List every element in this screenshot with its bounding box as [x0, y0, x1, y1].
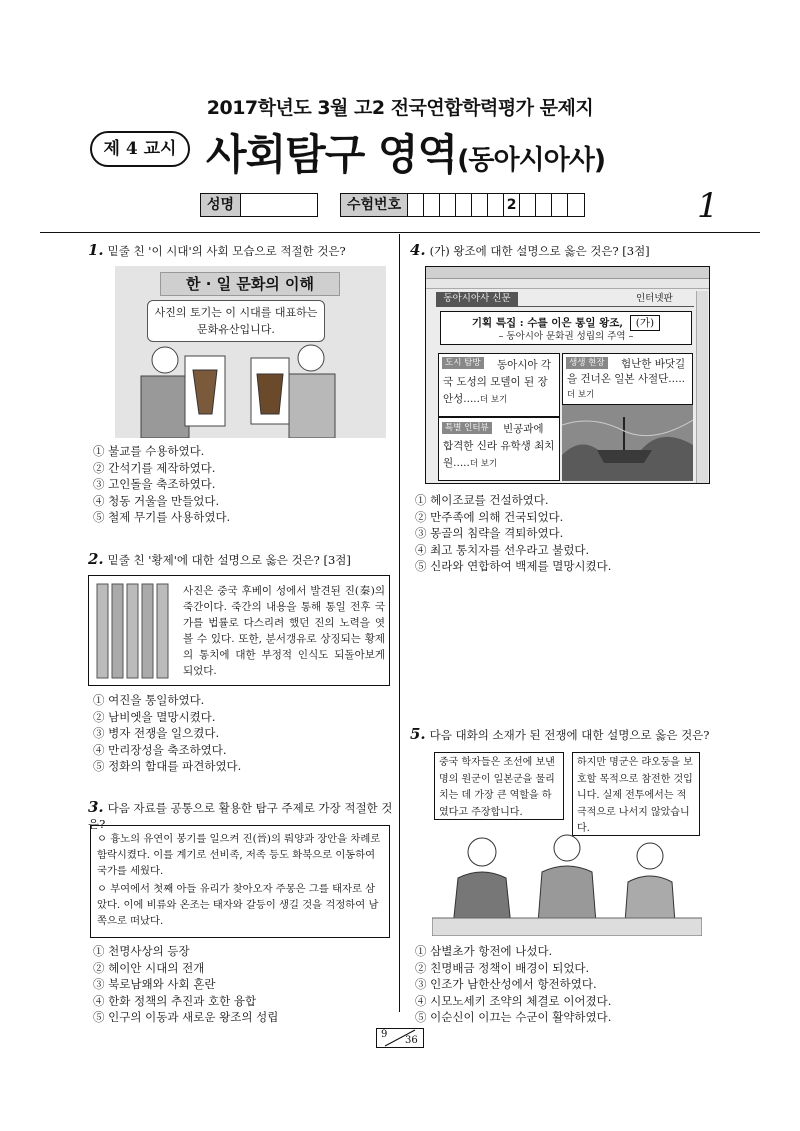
subject-main: 사회탐구 영역 [206, 130, 458, 179]
feature-title [441, 315, 691, 331]
q2-number: 2. [88, 550, 104, 568]
q5-option[interactable]: ② 친명배금 정책이 배경이 되었다. [415, 960, 590, 975]
q2-option[interactable]: ④ 만리장성을 축조하였다. [93, 742, 227, 757]
q5-number: 5. [410, 725, 426, 743]
browser-tab-web-edition[interactable]: 인터넷판 [636, 293, 673, 304]
speech-bubble-left: 중국 학자들은 조선에 보낸 명의 원군이 일본군을 물리치는 데 가장 큰 역할을 하였다고 주장합니다. [434, 752, 564, 820]
card-text: 빈공과에 합격한 신라 유학생 최치원.....더 보기 [443, 423, 555, 469]
column-divider [399, 234, 400, 1012]
q4-number: 4. [410, 241, 426, 259]
subject-title [206, 122, 605, 182]
id-cell[interactable] [456, 194, 472, 216]
q2-text: 밑줄 친 '황제'에 대한 설명으로 옳은 것은? [3점] [107, 553, 351, 567]
q1-people-pottery-image [115, 344, 386, 438]
id-box[interactable] [340, 193, 585, 217]
subject-sub: (동아시아사) [457, 145, 606, 176]
q3-text: 다음 자료를 공통으로 활용한 탐구 주제로 가장 적절한 것은? [88, 801, 393, 831]
q1-option[interactable]: ① 불교를 수용하였다. [93, 444, 205, 458]
q3-sources-box [90, 825, 390, 938]
q1-options [93, 443, 393, 526]
q3-options [93, 943, 393, 1026]
more-link[interactable]: 더 보기 [469, 459, 498, 469]
q5-option[interactable]: ⑤ 이순신이 이끄는 수군이 활약하였다. [415, 1010, 612, 1024]
q4-stem [410, 242, 760, 259]
q1-stem [88, 242, 393, 259]
q4-text: (가) 왕조에 대한 설명으로 옳은 것은? [3점] [429, 244, 650, 258]
q1-number: 1. [88, 241, 104, 259]
page-type-number: 1 [697, 186, 719, 226]
browser-tab-newspaper[interactable]: 동아시아사 신문 [436, 292, 518, 306]
q2-stem [88, 551, 393, 568]
browser-scrollbar[interactable] [696, 291, 708, 483]
q3-option[interactable]: ⑤ 인구의 이동과 새로운 왕조의 성립 [93, 1010, 279, 1024]
period-badge: 제 4 교시 [90, 131, 190, 167]
header-divider [40, 232, 760, 233]
browser-toolbar [426, 279, 709, 289]
name-label: 성명 [201, 194, 241, 216]
q5-option[interactable]: ④ 시모노세키 조약의 체결로 이어졌다. [415, 993, 612, 1008]
q1-illustration [115, 266, 386, 438]
q1-option[interactable]: ② 간석기를 제작하였다. [93, 460, 216, 475]
page-total: 36 [405, 1035, 418, 1046]
card-tag: 생생 현장 [566, 357, 608, 369]
q5-options [415, 943, 755, 1026]
ship-storm-painting [562, 405, 693, 481]
card-text: 험난한 바닷길을 건너온 일본 사절단.....더 보기 [567, 358, 686, 400]
q2-passage: 사진은 중국 후베이 성에서 발견된 진(秦)의 죽간이다. 죽간의 내용을 통해 통일 전후 국가를 법률로 다스리려 했던 진의 노력을 엿볼 수 있다. 또한, 분서갱유로 상징되는 황제의 통치에 대한 부정적 인식도 되돌아보게 되었다. [183, 585, 385, 677]
panel-discussion-image [432, 830, 702, 936]
q3-source-2: ㅇ 부여에서 첫째 아들 유리가 찾아오자 주몽은 그를 태자로 삼았다. 이에 비류와 온조는 태자와 갈등이 생길 것을 걱정하여 남쪽으로 떠났다. [97, 883, 379, 927]
q2-passage-box [88, 575, 390, 686]
q5-option[interactable]: ① 삼별초가 항전에 나섰다. [415, 944, 553, 958]
q3-option[interactable]: ③ 북로남왜와 사회 혼란 [93, 977, 216, 991]
id-cell[interactable] [568, 194, 584, 216]
q4-options [415, 492, 755, 575]
speech-bubble-right: 하지만 명군은 랴오둥을 보호할 목적으로 참전한 것입니다. 실제 전투에서는 적극적으로 나서지 않았습니다. [572, 752, 700, 836]
q1-option[interactable]: ⑤ 철제 무기를 사용하였다. [93, 510, 231, 524]
page-indicator [376, 1028, 424, 1048]
feature-blank: (가) [630, 315, 660, 331]
id-cell[interactable] [440, 194, 456, 216]
q2-bamboo-slips-image [95, 582, 175, 680]
feature-box [440, 311, 692, 345]
q3-source-1: ㅇ 흉노의 유연이 봉기를 일으켜 진(晉)의 뤄양과 장안을 차례로 함락시켰다. 이를 계기로 선비족, 저족 등도 화북으로 이동하여 국가를 세웠다. [97, 833, 381, 877]
q5-stem [410, 726, 760, 743]
browser-menubar [426, 267, 709, 279]
q5-option[interactable]: ③ 인조가 남한산성에서 항전하였다. [415, 977, 597, 991]
q1-option[interactable]: ④ 청동 거울을 만들었다. [93, 493, 220, 508]
card-tag: 특별 인터뷰 [442, 422, 492, 434]
id-cell[interactable] [552, 194, 568, 216]
q1-option[interactable]: ③ 고인돌을 축조하였다. [93, 477, 216, 491]
q1-speech-bubble: 사진의 토기는 이 시대를 대표하는 문화유산입니다. [147, 300, 325, 342]
q4-option[interactable]: ④ 최고 통치자를 선우라고 불렀다. [415, 542, 590, 557]
q2-option[interactable]: ① 여진을 통일하였다. [93, 693, 205, 707]
page-current: 9 [381, 1029, 388, 1040]
more-link[interactable]: 더 보기 [567, 390, 595, 400]
id-cell[interactable] [424, 194, 440, 216]
q3-option[interactable]: ① 천명사상의 등장 [93, 944, 190, 958]
q4-option[interactable]: ⑤ 신라와 연합하여 백제를 멸망시켰다. [415, 559, 612, 573]
q3-option[interactable]: ④ 한화 정책의 추진과 호한 융합 [93, 993, 257, 1008]
q5-text: 다음 대화의 소재가 된 전쟁에 대한 설명으로 옳은 것은? [429, 728, 710, 742]
q2-option[interactable]: ③ 병자 전쟁을 일으켰다. [93, 726, 220, 740]
q3-number: 3. [88, 798, 104, 816]
q1-banner: 한 · 일 문화의 이해 [160, 272, 340, 296]
q4-option[interactable]: ① 헤이조쿄를 건설하였다. [415, 493, 549, 507]
name-box[interactable] [200, 193, 318, 217]
id-cell[interactable] [488, 194, 504, 216]
card-tag: 도시 탐방 [442, 357, 484, 369]
id-cell[interactable] [520, 194, 536, 216]
q2-option[interactable]: ② 남비엣을 멸망시켰다. [93, 709, 216, 724]
name-field[interactable] [241, 194, 317, 216]
id-label: 수험번호 [341, 194, 408, 216]
q1-text: 밑줄 친 '이 시대'의 사회 모습으로 적절한 것은? [107, 244, 346, 258]
card-city-tour[interactable] [438, 353, 560, 417]
q4-option[interactable]: ③ 몽골의 침략을 격퇴하였다. [415, 526, 564, 540]
id-cell-digit[interactable]: 2 [504, 194, 520, 216]
card-interview[interactable] [438, 417, 560, 481]
q2-options [93, 692, 393, 775]
tab-underline [436, 306, 694, 307]
id-cell[interactable] [408, 194, 424, 216]
q3-option[interactable]: ② 헤이안 시대의 전개 [93, 960, 205, 975]
more-link[interactable]: 더 보기 [479, 395, 508, 405]
card-text: 동아시아 각국 도성의 모델이 된 장안성.....더 보기 [443, 359, 552, 405]
feature-subtitle: – 동아시아 문화권 성립의 주역 – [498, 331, 634, 342]
exam-title: 2017학년도 3월 고2 전국연합학력평가 문제지 [206, 97, 594, 119]
q5-illustration [432, 750, 702, 936]
id-cell[interactable] [472, 194, 488, 216]
q4-browser-window [425, 266, 710, 484]
feature-title-text: 기획 특집 : 수를 이은 통일 왕조, [471, 317, 624, 329]
card-live-scene[interactable] [562, 353, 693, 405]
q2-option[interactable]: ⑤ 정화의 함대를 파견하였다. [93, 759, 242, 773]
q4-option[interactable]: ② 만주족에 의해 건국되었다. [415, 509, 564, 524]
id-cell[interactable] [536, 194, 552, 216]
